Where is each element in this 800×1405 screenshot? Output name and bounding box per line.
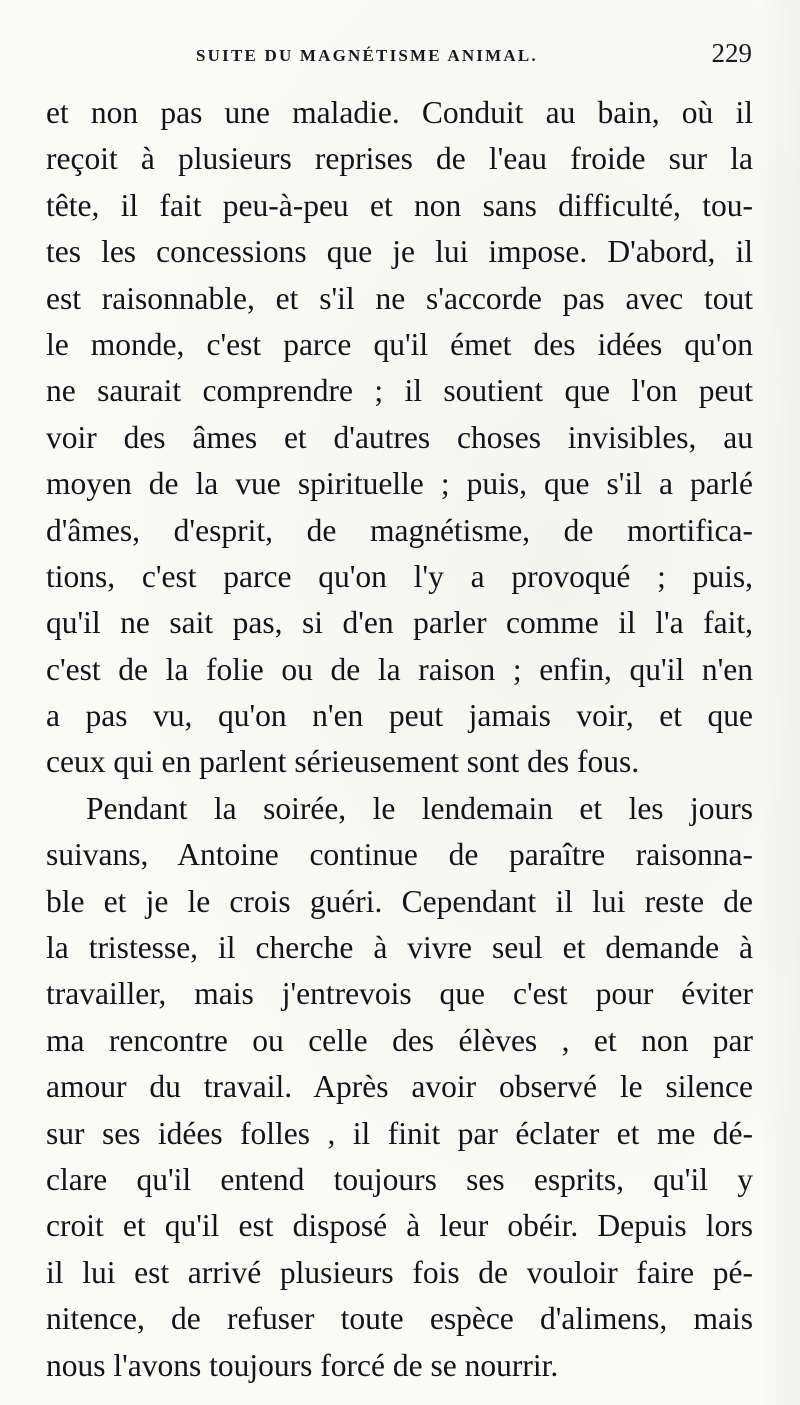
body-text — [46, 90, 753, 1389]
text-line: amour du travail. Après avoir observé le silence — [46, 1069, 753, 1105]
text-line: ceux qui en parlent sérieusement sont des fous. — [46, 744, 640, 780]
running-head — [46, 38, 752, 78]
text-line: il lui est arrivé plusieurs fois de vouloir faire pé- — [46, 1254, 753, 1290]
text-line: d'âmes, d'esprit, de magnétisme, de mortifica- — [46, 512, 753, 548]
text-line: c'est de la folie ou de la raison ; enfin, qu'il n'en — [46, 651, 753, 687]
text-line: nitence, de refuser toute espèce d'alimens, mais — [46, 1301, 753, 1337]
text-line: ne saurait comprendre ; il soutient que l'on peut — [46, 373, 753, 409]
text-line: sur ses idées folles , il finit par éclater et me dé- — [46, 1115, 753, 1151]
text-line: est raisonnable, et s'il ne s'accorde pas avec tout — [46, 280, 753, 316]
text-line: Pendant la soirée, le lendemain et les jours — [86, 790, 753, 826]
page-number: 229 — [711, 38, 752, 68]
text-line: voir des âmes et d'autres choses invisibles, au — [46, 419, 753, 455]
text-line: suivans, Antoine continue de paraître raisonna- — [46, 837, 753, 873]
text-line: a pas vu, qu'on n'en peut jamais voir, et que — [46, 698, 753, 734]
text-line: croit et qu'il est disposé à leur obéir. Depuis lors — [46, 1208, 753, 1244]
text-line: ma rencontre ou celle des élèves , et non par — [46, 1022, 753, 1058]
text-line: le monde, c'est parce qu'il émet des idées qu'on — [46, 326, 753, 362]
text-line: ble et je le crois guéri. Cependant il lui reste de — [46, 883, 753, 919]
text-line: tions, c'est parce qu'on l'y a provoqué ; puis, — [46, 558, 753, 594]
running-title: SUITE DU MAGNÉTISME ANIMAL. — [196, 46, 538, 65]
text-line: clare qu'il entend toujours ses esprits, qu'il y — [46, 1161, 753, 1197]
paragraph-1 — [46, 90, 753, 786]
text-line: travailler, mais j'entrevois que c'est pour éviter — [46, 976, 753, 1012]
text-line: tes les concessions que je lui impose. D'abord, il — [46, 234, 753, 270]
paragraph-2 — [46, 786, 753, 1389]
text-line: tête, il fait peu-à-peu et non sans difficulté, tou- — [46, 187, 753, 223]
text-line: qu'il ne sait pas, si d'en parler comme il l'a fait, — [46, 605, 753, 641]
text-line: nous l'avons toujours forcé de se nourrir. — [46, 1347, 559, 1383]
text-line: reçoit à plusieurs reprises de l'eau froide sur la — [46, 141, 753, 177]
text-line: moyen de la vue spirituelle ; puis, que s'il a parlé — [46, 466, 753, 502]
page-edge-shadow — [760, 0, 800, 1405]
text-line: et non pas une maladie. Conduit au bain, où il — [46, 95, 753, 130]
text-line: la tristesse, il cherche à vivre seul et demande à — [46, 930, 753, 966]
